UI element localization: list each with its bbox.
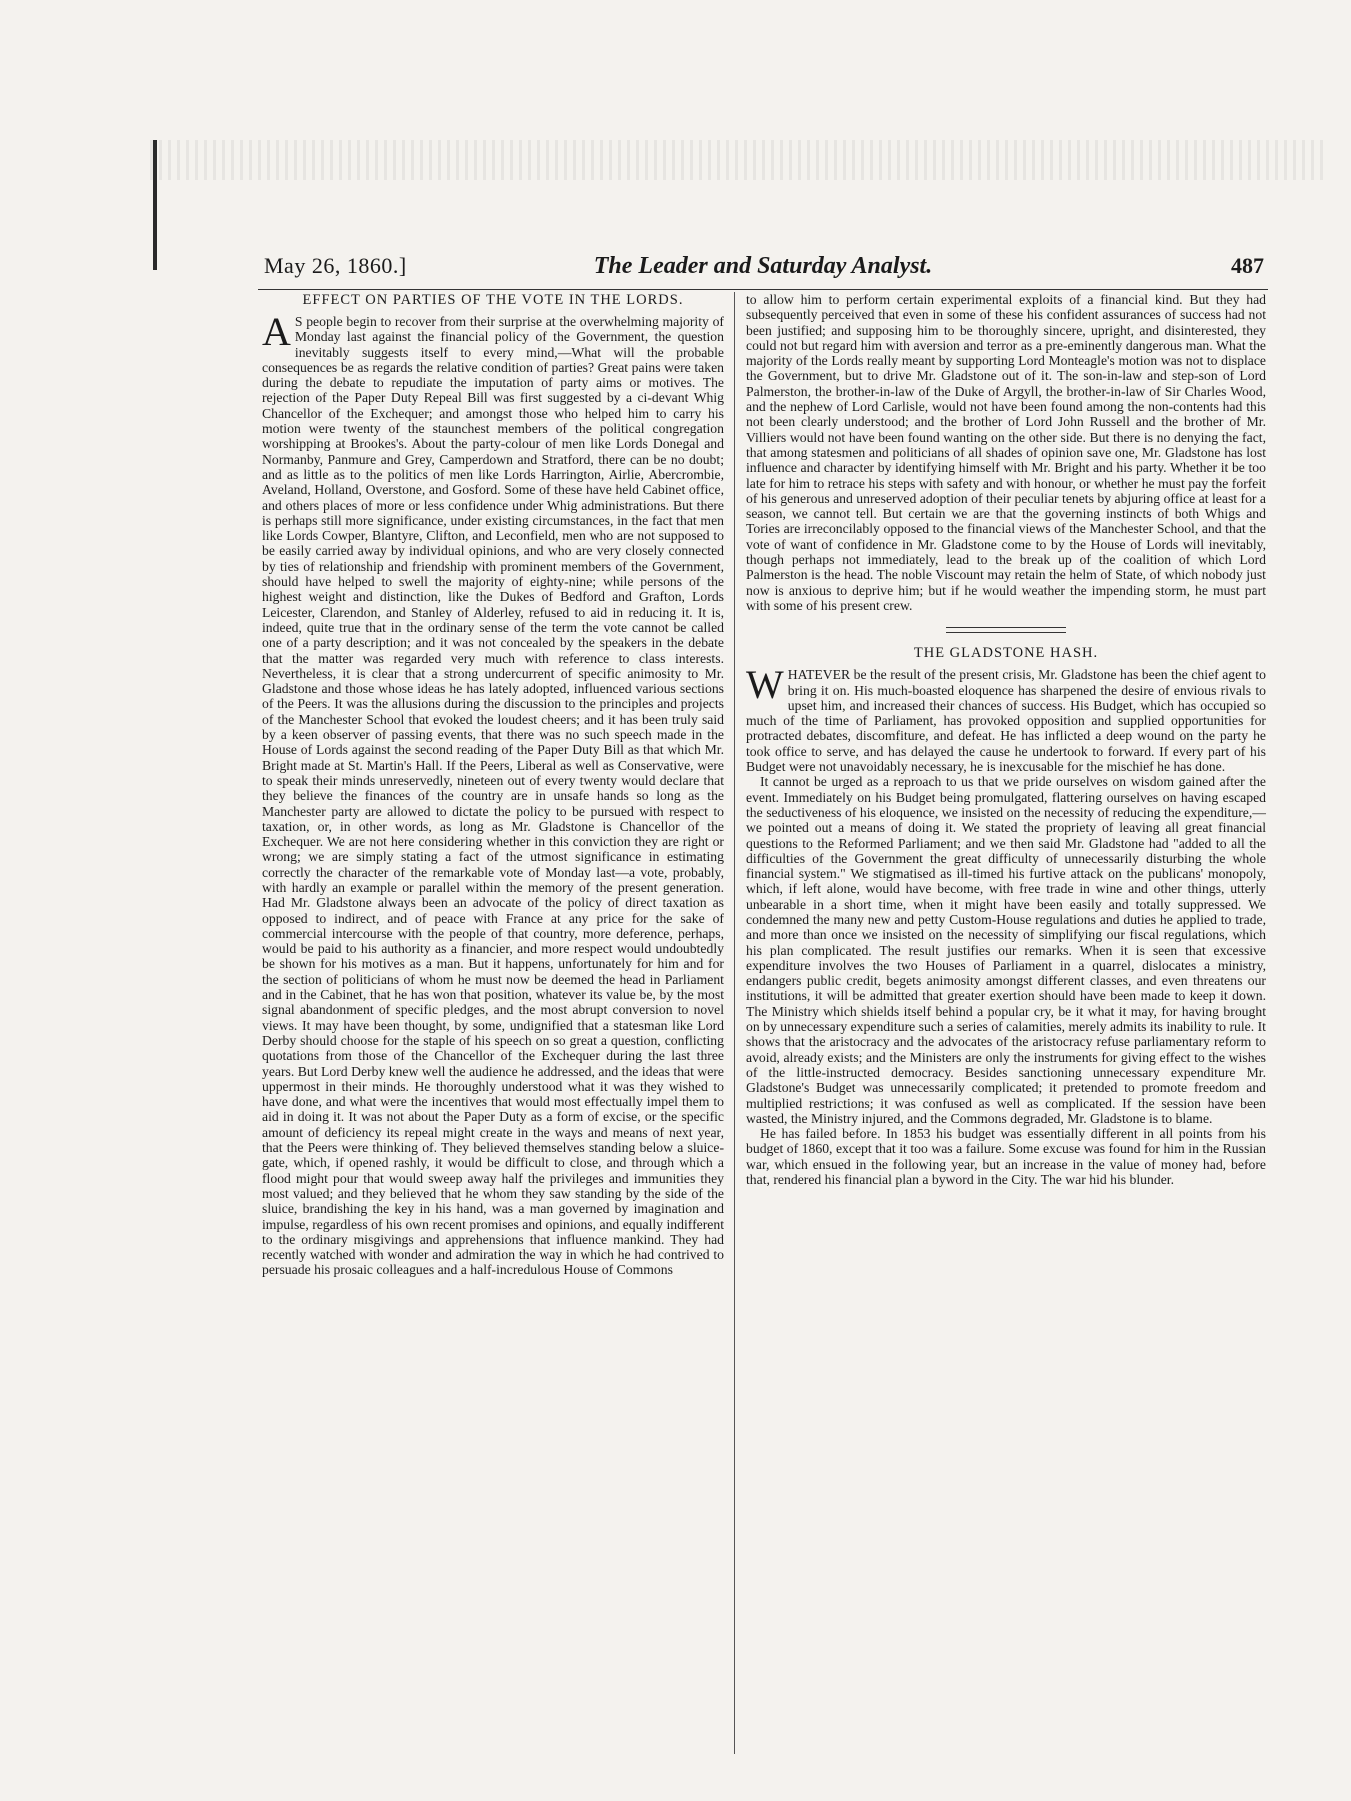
article-paragraph xyxy=(262,309,724,1278)
paragraph-text: S people begin to recover from their surprise at the overwhelming majority of Monday last against the financial policy of the Government, the question inevitably suggests itself to every mind,—What will the probable consequences be as regards the relative condition of parties? Great pains were taken during the debate to repudiate the imputation of party aims or motives. The rejection of the Paper Duty Repeal Bill was first suggested by a ci-devant Whig Chancellor of the Exchequer; and amongst those who helped him to carry his motion were twenty of the staunchest members of the political congregation worshipping at Brookes's. About the party-colour of men like Lords Donegal and Normanby, Panmure and Grey, Camperdown and Stratford, there can be no doubt; and as little as to the politics of men like Lords Harrington, Airlie, Abercrombie, Aveland, Holland, Overstone, and Gosford. Some of these have held Cabinet office, and others places of more or less confidence under Whig administrations. But there is perhaps still more significance, under existing circumstances, in the fact that men like Lords Cowper, Blantyre, Clifton, and Leconfield, men who are not supposed to be easily carried away by individual opinions, and who are very closely connected by ties of relationship and friendship with prominent members of the Government, should have helped to swell the majority of eighty-nine; while persons of the highest weight and distinction, like the Dukes of Bedford and Grafton, Lords Leicester, Clarendon, and Stanley of Alderley, refused to aid in reducing it. It is, indeed, quite true that in the ordinary sense of the term the vote cannot be called one of a party description; and it was not concealed by the speakers in the debate that the matter was regarded very much with reference to class interests. Nevertheless, it is clear that a strong undercurrent of specific animosity to Mr. Gladstone and those whose ideas he has lately adopted, influenced various sections of the Peers. It was the allusions during the discussion to the principles and projects of the Manchester School that evoked the loudest cheers; and it has been truly said by a keen observer of passing events, that there was no such speech made in the House of Lords against the second reading of the Paper Duty Bill as that which Mr. Bright made at St. Martin's Hall. If the Peers, Liberal as well as Conservative, were to speak their minds unreservedly, nineteen out of every twenty would declare that they believe the finances of the country are in unsafe hands so long as the Manchester party are allowed to dictate the policy to be pursued with respect to taxation, or, in other words, as long as Mr. Gladstone is Chancellor of the Exchequer. We are not here considering whether in this conviction they are right or wrong; we are simply stating a fact of the utmost significance in estimating correctly the character of the remarkable vote of Monday last—a vote, probably, with hardly an example or parallel within the memory of the present generation. Had Mr. Gladstone always been an advocate of the policy of direct taxation as opposed to indirect, and of peace with France at any price for the sake of commercial intercourse with the people of that country, more deference, perhaps, would be paid to his authority as a financier, and more respect would undoubtedly be shown for his motives as a man. But it happens, unfortunately for him and for the section of politicians of whom he must now be deemed the head in Parliament and in the Cabinet, that he has won that position, whatever its value be, by the most signal abandonment of specific pledges, and the most abrupt conversion to novel views. It may have been thought, by some, undignified that a statesman like Lord Derby should choose for the staple of his speech on so great a question, conflicting quotations from those of the Chancellor of the Exchequer during the last three years. But Lord Derby knew well the audience he addressed, and the ideas that were uppermost in their minds. He thoroughly understood what it was they wished to have done, and what were the incentives that would most effectually impel them to aid in doing it. It was not about the Paper Duty as a form of excise, or the specific amount of deficiency its repeal might create in the ways and means of next year, that the Peers were thinking of. They believed themselves standing below a sluice-gate, which, if opened rashly, it would be difficult to close, and through which a flood might pour that would sweep away half the privileges and immunities they most valued; and they believed that he whom they saw standing by the side of the sluice, brandishing the key in his hand, was a man governed by imagination and impulse, regardless of his own recent promises and opinions, and equally indifferent to the ordinary misgivings and apprehensions that influence mankind. They had recently watched with wonder and admiration the way in which he had contrived to persuade his prosaic colleagues and a half-incredulous House of Commons xyxy=(262,314,724,1278)
article-title-effect-on-parties: EFFECT ON PARTIES OF THE VOTE IN THE LORDS. xyxy=(302,292,684,308)
page-header xyxy=(258,253,1268,290)
paragraph-text: HATEVER be the result of the present crisis, Mr. Gladstone has been the chief agent to bring it on. His much-boasted eloquence has sharpened the desire of envious rivals to upset him, and increased their chances of success. His Budget, which has occupied so much of the time of Parliament, has provoked opposition and supplied opportunities for protracted debates, discomfiture, and defeat. He has inflicted a deep wound on the party he took office to serve, and has delayed the cause he undertook to forward. If every part of his Budget were not unavoidably necessary, he is inexcusable for the mischief he has done. xyxy=(746,667,1266,775)
column-rule xyxy=(734,292,735,1754)
article-paragraph: It cannot be urged as a reproach to us that we pride ourselves on wisdom gained after the event. Immediately on his Budget being promulgated, flattering ourselves on having escaped the seductiveness of his eloquence, we insisted on the necessity of reducing the expenditure,—we pointed out a means of doing it. We stated the propriety of leaving all great financial questions to the Reformed Parliament; and we then said Mr. Gladstone had "added to all the difficulties of the Government the great difficulty of unnecessarily disturbing the whole financial system." We stigmatised as ill-timed his furtive attack on the publicans' monopoly, which, if left alone, would have become, with free trade in wine and other things, utterly unbearable in a short time, when it might have been easily and totally suppressed. We condemned the many new and petty Custom-House regulations and duties he applied to trade, and more than once we insisted on the necessity of simplifying our fiscal regulations, which his plan complicated. The result justifies our remarks. When it is seen that excessive expenditure involves the two Houses of Parliament in a quarrel, dislocates a ministry, endangers public credit, begets animosity amongst different classes, and even threatens our institutions, it will be admitted that greater exertion should have been made to keep it down. The Ministry which shields itself behind a popular cry, be it what it may, for having brought on by unnecessary expenditure such a series of calamities, merely admits its inability to rule. It shows that the aristocracy and the advocates of the aristocracy refuse parliamentary reform to avoid, already exists; and the Ministers are only the instruments for giving effect to the wishes of the little-instructed democracy. Besides sanctioning unnecessary expenditure Mr. Gladstone's Budget was unnecessarily complicated; it pretended to promote freedom and multiplied restrictions; it was confused as well as complicated. If the session have been wasted, the Ministry injured, and the Commons degraded, Mr. Gladstone is to blame. xyxy=(746,774,1266,1126)
article-paragraph: He has failed before. In 1853 his budget was essentially different in all points from his budget of 1860, except that it too was a failure. Some excuse was found for him in the Russian war, which ensued in the following year, but an increase in the value of money had, before that, rendered his financial plan a byword in the City. The war hid his blunder. xyxy=(746,1126,1266,1188)
article-paragraph-continued: to allow him to perform certain experimental exploits of a financial kind. But they had subsequently perceived that even in some of these his confident assurances of success had not been justified; and supposing him to be thoroughly sincere, upright, and disinterested, they could not but regard him with aversion and terror as a pre-eminently dangerous man. What the majority of the Lords really meant by supporting Lord Monteagle's motion was not to displace the Government, but to drive Mr. Gladstone out of it. The son-in-law and step-son of Lord Palmerston, the brother-in-law of the Duke of Argyll, the brother-in-law of Sir Charles Wood, and the nephew of Lord Carlisle, would not have been found among the non-contents had this not been clearly understood; and the brother of Lord John Russell and the brother of Mr. Villiers would not have been found wanting on the other side. But there is no denying the fact, that among statesmen and politicians of all shades of opinion save one, Mr. Gladstone has lost influence and character by identifying himself with Mr. Bright and his party. Whether it be too late for him to retrace his steps with safety and with honour, or whether he must pay the forfeit of his generous and unreserved adoption of their peculiar tenets by abjuring office at least for a season, we cannot tell. But certain we are that the governing instincts of both Whigs and Tories are irreconcilably opposed to the financial views of the Manchester School, and that the vote of want of confidence in Mr. Gladstone come to by the House of Lords will inevitably, though perhaps not immediately, lead to the break up of the coalition of which Lord Palmerston is the head. The noble Viscount may retain the helm of State, of which nobody just now is anxious to deprive him; but if he would weather the impending storm, he must part with some of his present crew. xyxy=(746,292,1266,613)
right-column xyxy=(746,292,1266,1187)
binding-shadow xyxy=(153,140,169,270)
left-column xyxy=(262,292,724,1278)
article-title-gladstone-hash: THE GLADSTONE HASH. xyxy=(913,645,1099,662)
publication-title: The Leader and Saturday Analyst. xyxy=(593,253,933,279)
page-edge xyxy=(150,140,1325,180)
drop-cap: W xyxy=(746,662,784,708)
article-paragraph xyxy=(746,662,1266,775)
page-number: 487 xyxy=(1231,253,1264,278)
issue-date: May 26, 1860.] xyxy=(264,253,407,278)
drop-cap: A xyxy=(262,309,291,354)
section-divider xyxy=(946,627,1066,633)
